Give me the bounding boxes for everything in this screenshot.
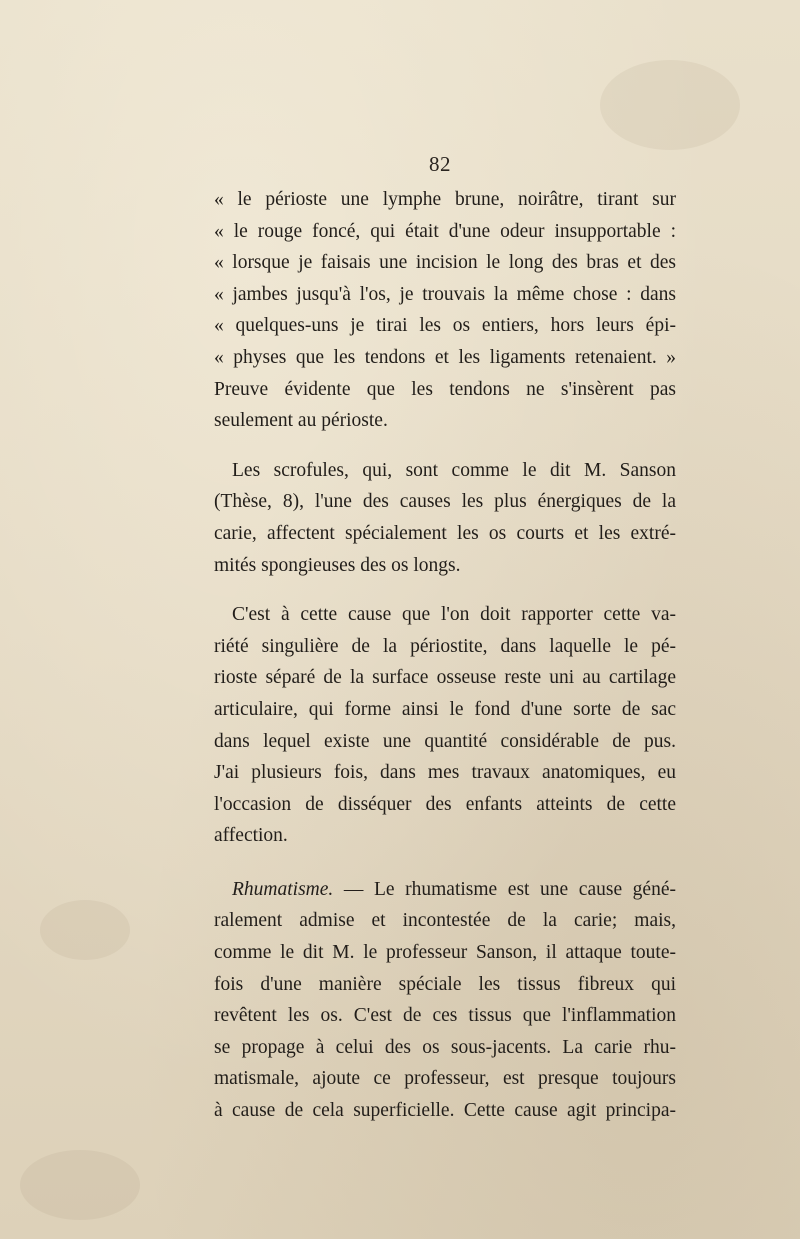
text-line: riété singulière de la périostite, dans laquelle le pé- bbox=[214, 635, 676, 657]
text-line: « le rouge foncé, qui était d'une odeur insupportable : bbox=[214, 220, 676, 242]
text-line: « jambes jusqu'à l'os, je trouvais la même chose : dans bbox=[214, 283, 676, 305]
section-heading: Rhumatisme. bbox=[232, 878, 334, 900]
text-line: affection. bbox=[214, 825, 288, 847]
text-line: dans lequel existe une quantité considérable de pus. bbox=[214, 730, 676, 752]
text-line: « physes que les tendons et les ligaments retenaient. » bbox=[214, 346, 676, 368]
text-line: matismale, ajoute ce professeur, est presque toujours bbox=[214, 1068, 676, 1090]
text-line: J'ai plusieurs fois, dans mes travaux anatomiques, eu bbox=[214, 762, 676, 784]
text-line: articulaire, qui forme ainsi le fond d'une sorte de sac bbox=[214, 698, 676, 720]
text-line: mités spongieuses des os longs. bbox=[214, 554, 461, 576]
text-line: comme le dit M. le professeur Sanson, il attaque toute- bbox=[214, 942, 676, 964]
text-line: Les scrofules, qui, sont comme le dit M. Sanson bbox=[232, 459, 676, 481]
text-line: revêtent les os. C'est de ces tissus que l'inflammation bbox=[214, 1005, 676, 1027]
page-number: 82 bbox=[429, 152, 451, 176]
text-line: à cause de cela superficielle. Cette cause agit principa- bbox=[214, 1100, 676, 1122]
text-line: l'occasion de disséquer des enfants atteints de cette bbox=[214, 793, 676, 815]
paragraph bbox=[214, 599, 676, 852]
text-line bbox=[214, 874, 676, 906]
text-line: « le périoste une lymphe brune, noirâtre, tirant sur bbox=[214, 189, 676, 210]
text-line: « lorsque je faisais une incision le long des bras et des bbox=[214, 252, 676, 274]
paragraph bbox=[214, 455, 676, 581]
text-line: ralement admise et incontestée de la carie; mais, bbox=[214, 910, 676, 932]
text-line: se propage à celui des os sous-jacents. La carie rhu- bbox=[214, 1036, 676, 1058]
text-line: « quelques-uns je tirai les os entiers, hors leurs épi- bbox=[214, 315, 676, 337]
paragraph bbox=[214, 874, 676, 1127]
text-fragment: — Le rhumatisme est une cause géné- bbox=[333, 878, 676, 900]
text-line: rioste séparé de la surface osseuse reste uni au cartilage bbox=[214, 667, 676, 689]
body-text bbox=[214, 184, 676, 1127]
text-line: seulement au périoste. bbox=[214, 410, 388, 432]
text-line: (Thèse, 8), l'une des causes les plus énergiques de la bbox=[214, 491, 676, 513]
text-line: Preuve évidente que les tendons ne s'insèrent pas bbox=[214, 378, 676, 400]
paragraph bbox=[214, 184, 676, 437]
text-line: C'est à cette cause que l'on doit rapporter cette va- bbox=[232, 604, 676, 626]
text-line: fois d'une manière spéciale les tissus fibreux qui bbox=[214, 973, 676, 995]
text-line: carie, affectent spécialement les os courts et les extré- bbox=[214, 522, 676, 544]
